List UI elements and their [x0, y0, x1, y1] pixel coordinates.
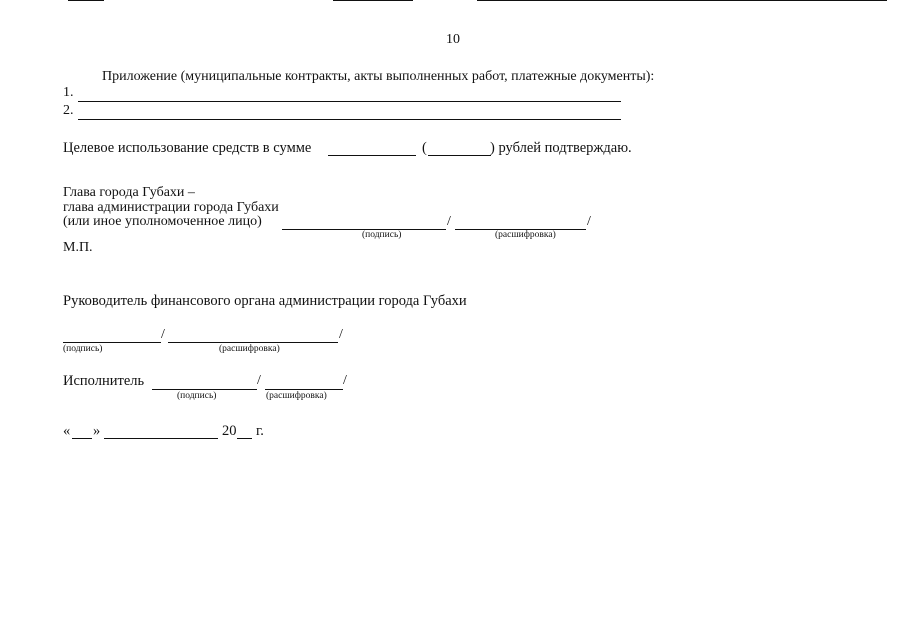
funds-words-line	[428, 155, 491, 156]
top-artifact-line	[477, 0, 887, 1]
head-title-line-1: Глава города Губахи –	[63, 185, 195, 200]
date-close-quote: »	[93, 423, 101, 439]
head-decoding-caption: (расшифровка)	[495, 230, 556, 240]
funds-amount-line	[328, 155, 416, 156]
head-slash-end: /	[587, 214, 591, 229]
head-title-line-3: (или иное уполномоченное лицо)	[63, 214, 262, 229]
attachment-item-1-line	[78, 101, 621, 102]
stamp-place-label: М.П.	[63, 240, 93, 255]
executor-signature-caption: (подпись)	[177, 391, 217, 401]
page-number: 10	[446, 32, 460, 47]
executor-decoding-caption: (расшифровка)	[266, 391, 327, 401]
funds-statement-suffix: ) рублей подтверждаю.	[490, 140, 632, 156]
attachments-heading: Приложение (муниципальные контракты, акты выполненных работ, платежные документы):	[102, 69, 655, 84]
finance-slash: /	[161, 327, 165, 342]
date-year-prefix: 20	[222, 423, 237, 439]
finance-decoding-caption: (расшифровка)	[219, 344, 280, 354]
finance-head-title: Руководитель финансового органа администрации города Губахи	[63, 293, 467, 309]
finance-signature-caption: (подпись)	[63, 344, 103, 354]
executor-signature-line	[152, 389, 257, 390]
top-artifact-line	[68, 0, 104, 1]
funds-statement-prefix: Целевое использование средств в сумме	[63, 140, 312, 156]
date-year-line	[237, 438, 252, 439]
attachment-item-2-line	[78, 119, 621, 120]
finance-decoding-line	[168, 342, 338, 343]
date-open-quote: «	[63, 423, 71, 439]
finance-slash-end: /	[339, 327, 343, 342]
top-artifact-line	[333, 0, 413, 1]
date-day-line	[72, 438, 92, 439]
finance-signature-line	[63, 342, 161, 343]
head-signature-caption: (подпись)	[362, 230, 402, 240]
executor-slash-end: /	[343, 373, 347, 388]
attachment-item-1-label: 1.	[63, 85, 74, 100]
head-slash: /	[447, 214, 451, 229]
funds-open-paren: (	[422, 140, 427, 156]
date-month-line	[104, 438, 218, 439]
executor-label: Исполнитель	[63, 373, 145, 389]
date-year-suffix: г.	[256, 423, 264, 439]
head-title-line-2: глава администрации города Губахи	[63, 200, 279, 215]
executor-decoding-line	[265, 389, 343, 390]
attachment-item-2-label: 2.	[63, 103, 74, 118]
executor-slash: /	[257, 373, 261, 388]
